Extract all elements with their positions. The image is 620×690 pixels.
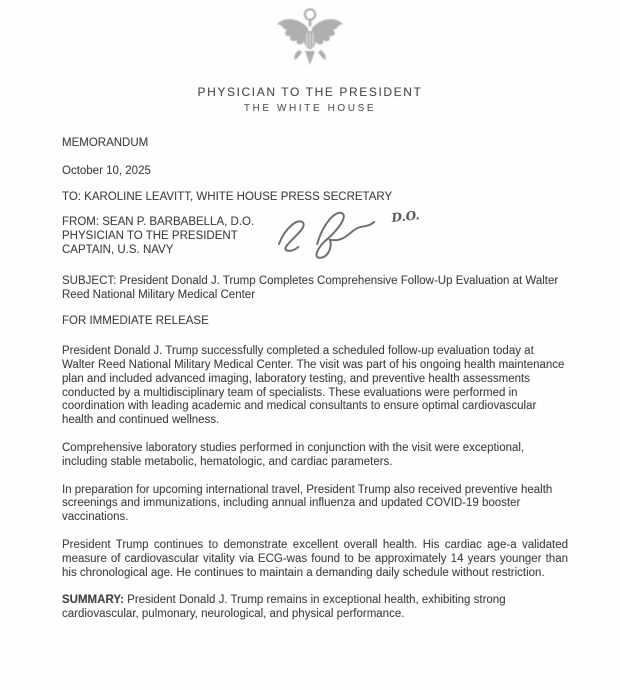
memo-to-line: TO: KAROLINE LEAVITT, WHITE HOUSE PRESS SECRETARY bbox=[62, 190, 393, 203]
body-paragraph: In preparation for upcoming international travel, President Trump also received preventive health screenings and immunizations, including annual influenza and updated COVID-19 booster vaccinations. bbox=[62, 483, 553, 524]
body-paragraph: Comprehensive laboratory studies performed in conjunction with the visit were exceptional, including stable metabolic, hematologic, and cardiac parameters. bbox=[62, 441, 525, 468]
eagle-seal-icon bbox=[268, 6, 352, 77]
memo-from-title: PHYSICIAN TO THE PRESIDENT bbox=[62, 230, 238, 243]
body-paragraph: President Donald J. Trump successfully completed a scheduled follow-up evaluation today at Walter Reed National Military Medical Center. The visit was part of his ongoing health maintenance plan and included advanced imaging, laboratory testing, and preventive health assessments conducted by a multidisciplinary team of specialists. These evaluations were performed in coordination with leading academic and medical consultants to ensure optimal cardiovascular health and continued wellness. bbox=[62, 345, 565, 427]
memo-date: October 10, 2025 bbox=[62, 164, 151, 177]
memo-body bbox=[62, 137, 568, 636]
doc-type-label: MEMORANDUM bbox=[62, 137, 149, 149]
summary-label: SUMMARY: bbox=[62, 594, 124, 607]
release-line: FOR IMMEDIATE RELEASE bbox=[62, 315, 209, 328]
memo-from-line: FROM: SEAN P. BARBABELLA, D.O. bbox=[62, 216, 255, 229]
summary-text: President Donald J. Trump remains in exceptional health, exhibiting strong cardiovascular, pulmonary, neurological, and physical performance. bbox=[62, 594, 506, 621]
letterhead-office-title: PHYSICIAN TO THE PRESIDENT bbox=[197, 85, 423, 99]
memo-from-block bbox=[62, 208, 568, 257]
signature-credential-annotation: D.O. bbox=[390, 208, 421, 226]
letterhead bbox=[0, 6, 620, 114]
letterhead-institution-title: THE WHITE HOUSE bbox=[243, 103, 377, 114]
memo-from-rank: CAPTAIN, U.S. NAVY bbox=[62, 243, 174, 256]
summary-paragraph bbox=[62, 594, 568, 622]
memo-subject-line: SUBJECT: President Donald J. Trump Completes Comprehensive Follow-Up Evaluation at Walter Reed National Military Medical Center bbox=[62, 274, 559, 301]
body-paragraph: President Trump continues to demonstrate excellent overall health. His cardiac age-a validated measure of cardiovascular vitality via ECG-was found to be approximately 14 years younger than his chronological age. He continues to maintain a demanding daily schedule without restriction. bbox=[62, 538, 568, 579]
